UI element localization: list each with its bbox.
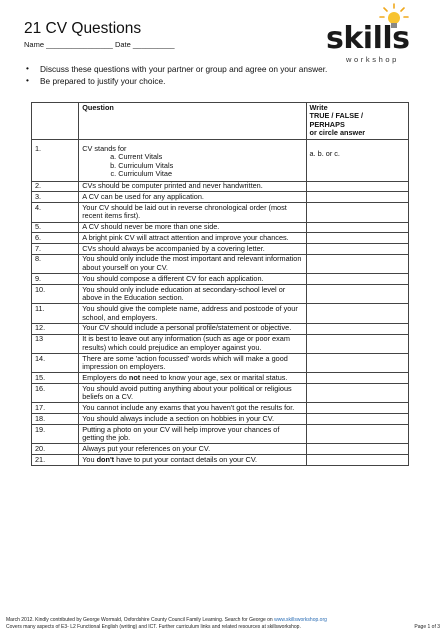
date-line: __________ [132, 40, 175, 49]
table-row [32, 222, 409, 233]
table-row [32, 323, 409, 334]
logo-word: skills [326, 21, 410, 56]
answer-cell[interactable] [306, 353, 408, 372]
question-text: You should compose a different CV for each application. [79, 274, 306, 285]
skills-workshop-logo [326, 3, 430, 63]
question-number: 1. [32, 139, 79, 181]
question-text: You should avoid putting anything about your political or religious beliefs on a CV. [79, 384, 306, 403]
footer-line-1 [6, 617, 440, 624]
name-line: ________________ [46, 40, 113, 49]
question-number: 20. [32, 444, 79, 455]
table-row [32, 384, 409, 403]
answer-cell[interactable]: a. b. or c. [306, 139, 408, 181]
question-number: 12. [32, 323, 79, 334]
date-label: Date [114, 40, 131, 49]
page-title: 21 CV Questions [24, 20, 142, 37]
question-text-part: have to put your contact details on your CV. [114, 454, 258, 464]
table-row [32, 254, 409, 273]
question-text [79, 373, 306, 384]
table-row [32, 139, 409, 181]
number-header [32, 103, 79, 140]
option-item: a. Current Vitals [118, 153, 302, 162]
answer-cell[interactable] [306, 425, 408, 444]
answer-cell[interactable] [306, 414, 408, 425]
question-number: 2. [32, 181, 79, 192]
question-number: 18. [32, 414, 79, 425]
answer-cell[interactable] [306, 274, 408, 285]
answer-header-line: PERHAPS [309, 119, 345, 129]
table-row [32, 203, 409, 222]
answer-cell[interactable] [306, 222, 408, 233]
answer-header-line: Write [309, 102, 328, 112]
question-text: You should always include a section on hobbies in your CV. [79, 414, 306, 425]
question-text-part: need to know your age, sex or marital status. [140, 372, 288, 382]
answer-cell[interactable] [306, 403, 408, 414]
question-text: You should give the complete name, address and postcode of your school, and employers. [79, 304, 306, 323]
page-number: Page 1 of 3 [414, 624, 440, 630]
answer-cell[interactable] [306, 334, 408, 353]
question-number: 3. [32, 192, 79, 203]
answer-header-line: or circle answer [309, 128, 366, 138]
question-number: 21. [32, 455, 79, 466]
question-number: 5. [32, 222, 79, 233]
option-item: b. Curriculum Vitals [118, 162, 302, 171]
question-text-part: Employers do [82, 372, 129, 382]
question-number: 13 [32, 334, 79, 353]
answer-cell[interactable] [306, 455, 408, 466]
table-row [32, 373, 409, 384]
questions-table [31, 102, 409, 466]
table-row [32, 334, 409, 353]
question-number: 10. [32, 285, 79, 304]
instruction-item: • Be prepared to justify your choice. [24, 76, 327, 88]
answer-cell[interactable] [306, 192, 408, 203]
question-text [79, 139, 306, 181]
answer-header [306, 103, 408, 140]
table-row [32, 455, 409, 466]
question-number: 17. [32, 403, 79, 414]
question-text: CVs should always be accompanied by a covering letter. [79, 244, 306, 255]
question-text-emphasis: not [128, 372, 141, 382]
question-number: 6. [32, 233, 79, 244]
question-number: 4. [32, 203, 79, 222]
table-row [32, 414, 409, 425]
answer-cell[interactable] [306, 323, 408, 334]
question-header: Question [79, 103, 306, 140]
question-text: CVs should be computer printed and never handwritten. [79, 181, 306, 192]
question-number: 15. [32, 373, 79, 384]
answer-cell[interactable] [306, 233, 408, 244]
table-row [32, 425, 409, 444]
logo-subword: workshop [346, 55, 399, 64]
question-text: Putting a photo on your CV will help improve your chances of getting the job. [79, 425, 306, 444]
question-number: 19. [32, 425, 79, 444]
answer-cell[interactable] [306, 203, 408, 222]
instruction-item: • Discuss these questions with your partner or group and agree on your answer. [24, 64, 327, 76]
answer-cell[interactable] [306, 285, 408, 304]
table-row [32, 304, 409, 323]
question-number: 16. [32, 384, 79, 403]
table-row [32, 181, 409, 192]
question-number: 11. [32, 304, 79, 323]
name-date-row [24, 40, 175, 49]
answer-cell[interactable] [306, 304, 408, 323]
question-text-part: You [82, 454, 97, 464]
answer-cell[interactable] [306, 254, 408, 273]
question-text: There are some 'action focussed' words which will make a good impression on employers. [79, 353, 306, 372]
table-row [32, 353, 409, 372]
question-text: Your CV should include a personal profile/statement or objective. [79, 323, 306, 334]
option-item: c. Curriculum Vitae [118, 170, 302, 179]
answer-cell[interactable] [306, 181, 408, 192]
question-text: Your CV should be laid out in reverse chronological order (most recent items first). [79, 203, 306, 222]
answer-cell[interactable] [306, 384, 408, 403]
question-text: A CV should never be more than one side. [79, 222, 306, 233]
answer-cell[interactable] [306, 444, 408, 455]
table-row [32, 403, 409, 414]
question-text [79, 455, 306, 466]
question-number: 9. [32, 274, 79, 285]
answer-cell[interactable] [306, 244, 408, 255]
footer-line-2: Covers many aspects of E3- L2 Functional English (writing) and ICT. Further curriculum links and related resources at skillsworkshop. [6, 624, 301, 630]
page-footer [6, 617, 440, 631]
answer-header-line: TRUE / FALSE / [309, 111, 364, 121]
question-text: You should only include the most important and relevant information about yourself on your CV. [79, 254, 306, 273]
question-text: Always put your references on your CV. [79, 444, 306, 455]
question-text: A CV can be used for any application. [79, 192, 306, 203]
table-row [32, 444, 409, 455]
table-header-row [32, 103, 409, 140]
question-text: You should only include education at secondary-school level or above in the Education section. [79, 285, 306, 304]
question-text: You cannot include any exams that you haven't got the results for. [79, 403, 306, 414]
question-text-emphasis: don't [96, 454, 115, 464]
question-number: 8. [32, 254, 79, 273]
table-row [32, 274, 409, 285]
footer-credit: March 2012. Kindly contributed by George Wormald, Oxfordshire County Council Family Learning. Search for George on [6, 617, 275, 623]
table-row [32, 285, 409, 304]
question-text: It is best to leave out any information (such as age or poor exam results) which could prejudice an employer against you. [79, 334, 306, 353]
table-row [32, 192, 409, 203]
name-label: Name [24, 40, 45, 49]
answer-cell[interactable] [306, 373, 408, 384]
table-row [32, 244, 409, 255]
option-list [82, 153, 302, 179]
question-text: A bright pink CV will attract attention and improve your chances. [79, 233, 306, 244]
footer-link[interactable]: www.skillsworkshop.org [274, 617, 327, 623]
question-number: 14. [32, 353, 79, 372]
question-number: 7. [32, 244, 79, 255]
question-stem: CV stands for [82, 143, 127, 153]
instructions-list [24, 64, 327, 88]
table-row [32, 233, 409, 244]
